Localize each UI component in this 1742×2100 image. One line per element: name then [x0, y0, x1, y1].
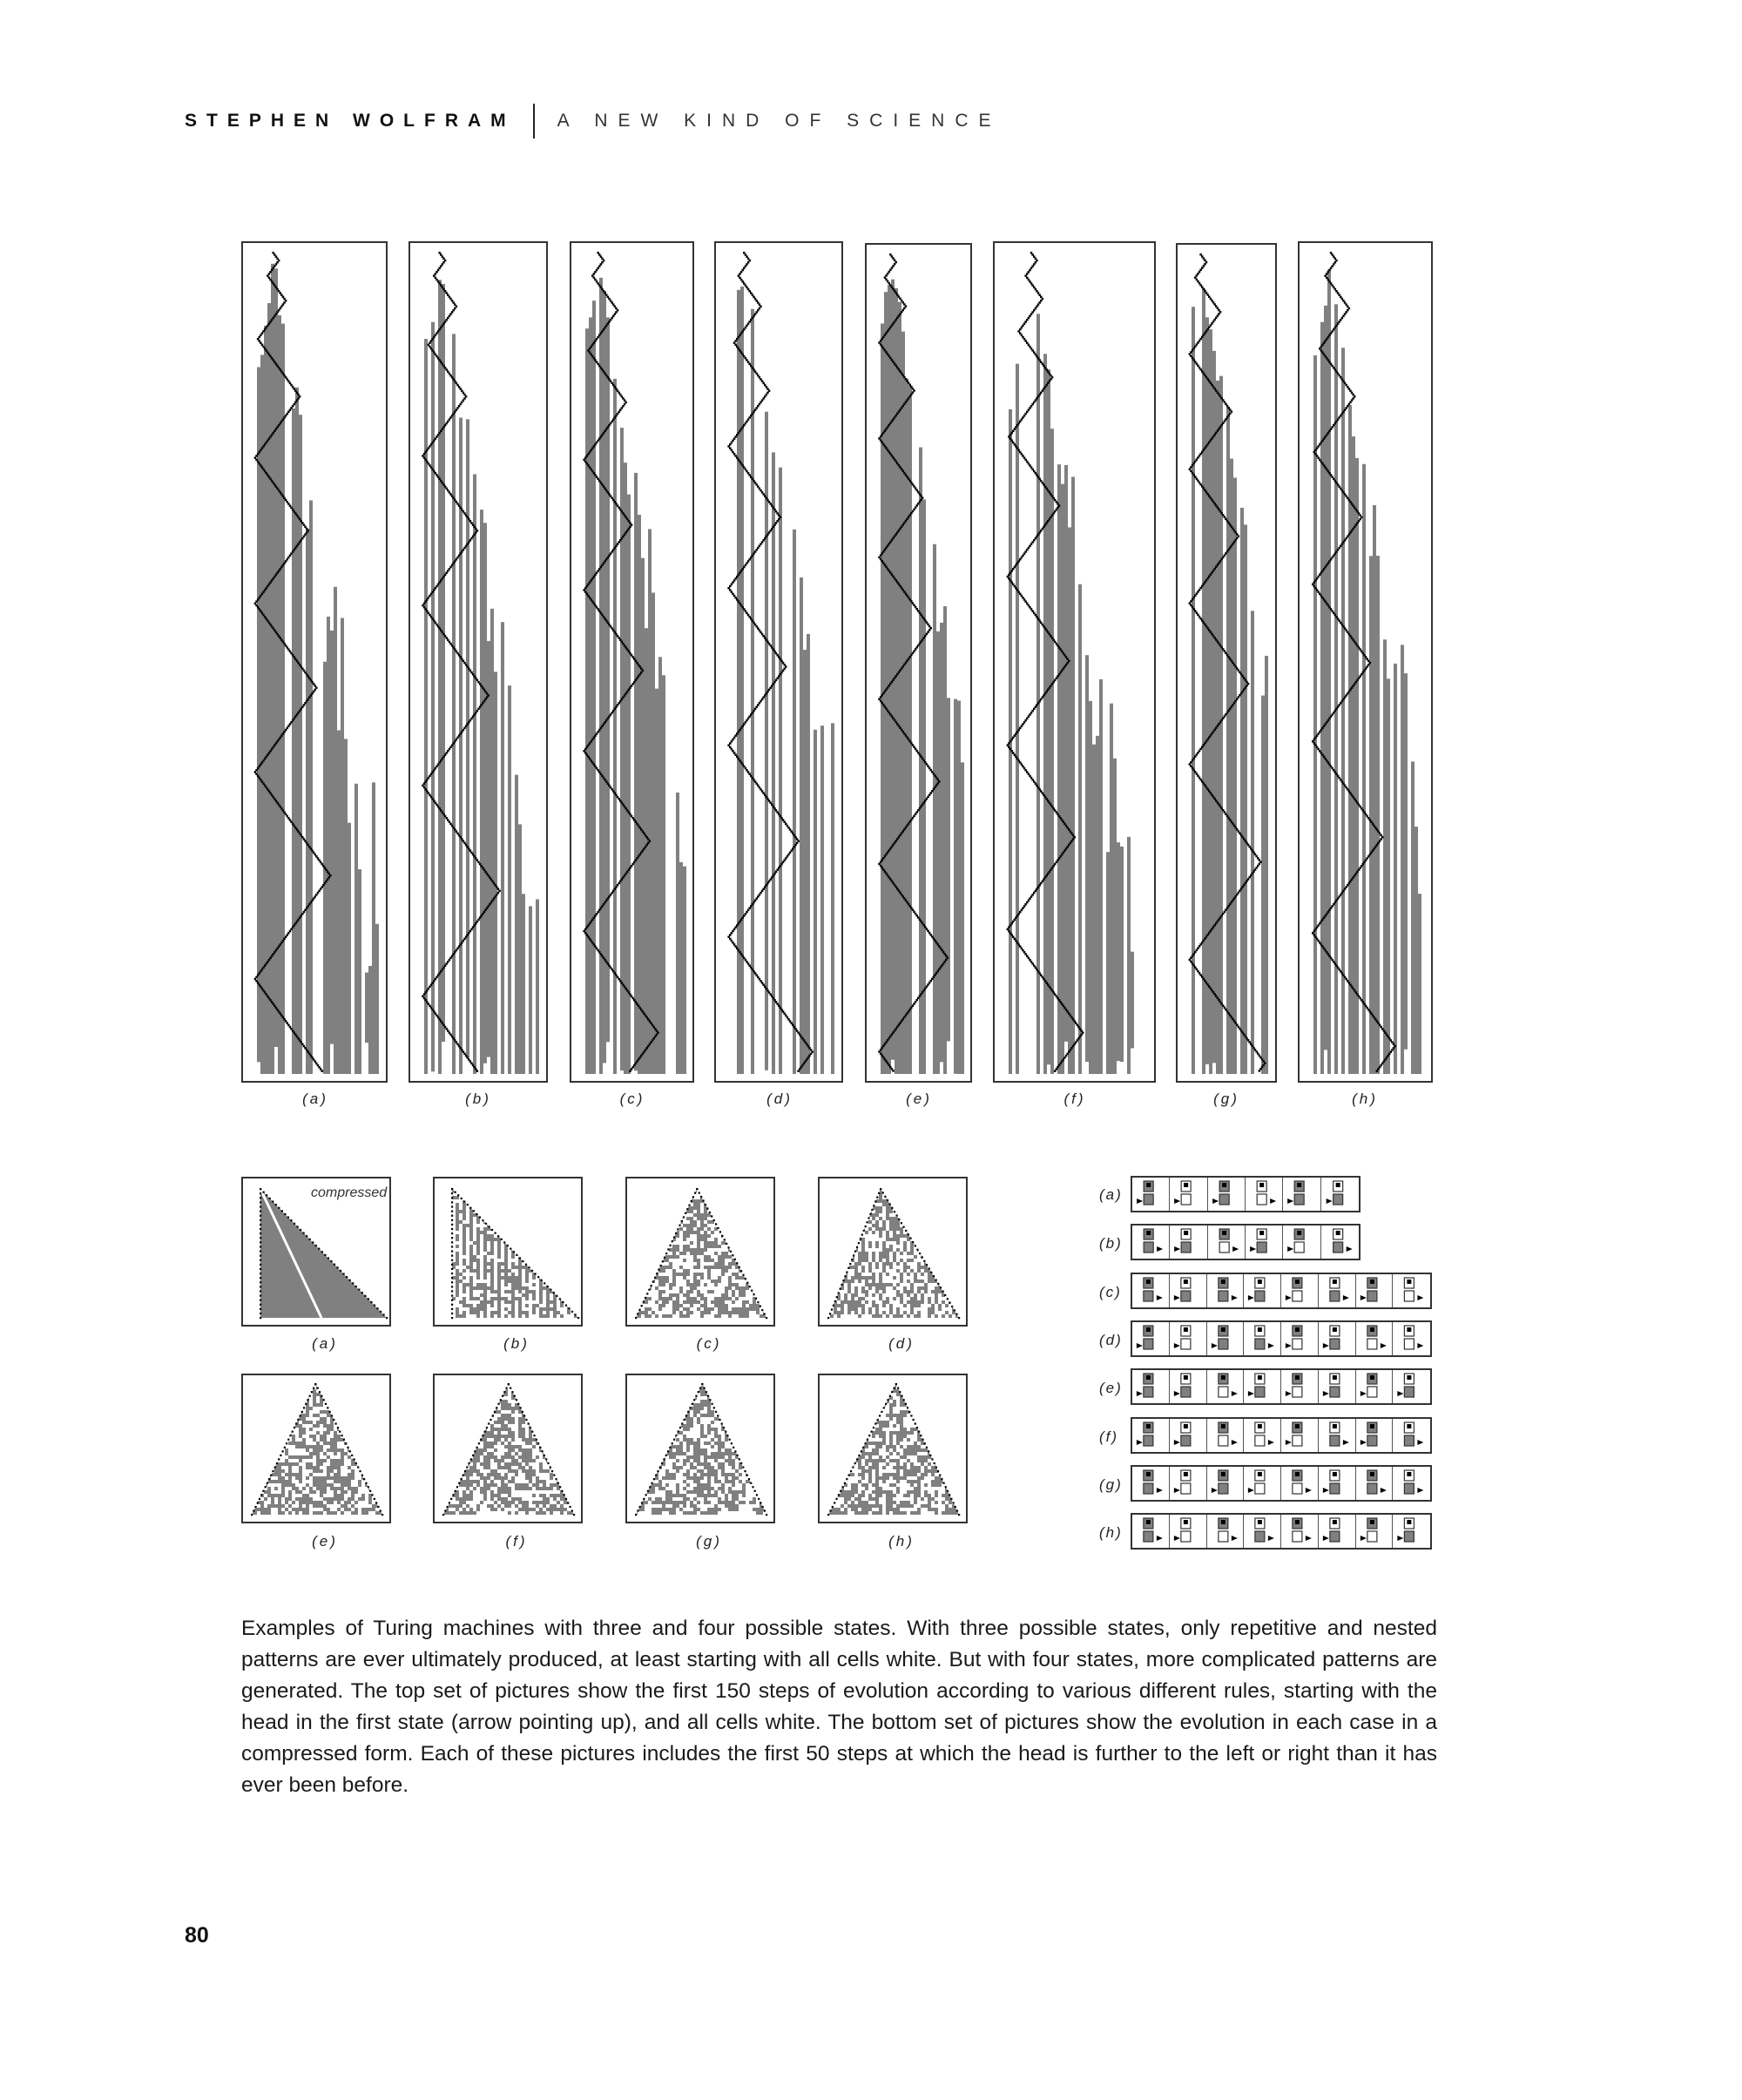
rule-cell	[1132, 1419, 1170, 1452]
rule-cell	[1207, 1467, 1245, 1500]
evolution-pattern	[571, 243, 692, 1081]
rule-cell	[1244, 1370, 1281, 1403]
top-label-c: (c)	[619, 1091, 645, 1107]
compressed-panel-g	[625, 1374, 775, 1523]
rule-cell	[1246, 1226, 1283, 1259]
compressed-pattern	[820, 1375, 966, 1522]
compressed-panel-a	[241, 1177, 391, 1327]
running-head	[185, 102, 1002, 140]
rule-cell	[1170, 1178, 1207, 1211]
running-head-author: STEPHEN WOLFRAM	[185, 111, 516, 131]
rule-label-h: (h)	[1099, 1524, 1123, 1541]
top-label-b: (b)	[465, 1091, 491, 1107]
compressed-panel-d	[818, 1177, 968, 1327]
rule-cell	[1170, 1370, 1207, 1403]
rule-cell	[1321, 1226, 1359, 1259]
rule-cell	[1244, 1419, 1281, 1452]
running-head-divider	[533, 104, 535, 138]
rule-cell	[1132, 1226, 1170, 1259]
rule-cell	[1244, 1274, 1281, 1307]
rule-cell	[1208, 1178, 1246, 1211]
rule-cell	[1393, 1467, 1430, 1500]
compressed-label-f: (f)	[505, 1533, 528, 1550]
compressed-label-d: (d)	[888, 1335, 915, 1352]
evolution-panel-e	[865, 243, 972, 1083]
rule-cell	[1132, 1370, 1170, 1403]
rule-cell	[1132, 1515, 1170, 1548]
rule-cell	[1356, 1467, 1394, 1500]
rule-cell	[1170, 1467, 1207, 1500]
rule-cell	[1356, 1419, 1394, 1452]
rule-box-c	[1131, 1273, 1432, 1309]
evolution-panel-f	[993, 241, 1156, 1083]
rule-cell	[1170, 1226, 1207, 1259]
rule-cell	[1319, 1419, 1356, 1452]
rule-cell	[1283, 1226, 1320, 1259]
running-head-title: A NEW KIND OF SCIENCE	[557, 111, 1002, 131]
rule-cell	[1281, 1370, 1319, 1403]
compressed-note: compressed	[311, 1185, 388, 1200]
evolution-pattern	[995, 243, 1154, 1081]
rule-label-e: (e)	[1099, 1380, 1123, 1396]
rule-cell	[1207, 1515, 1245, 1548]
compressed-pattern	[243, 1375, 389, 1522]
rule-cell	[1207, 1322, 1245, 1355]
top-label-d: (d)	[766, 1091, 793, 1107]
compressed-label-c: (c)	[696, 1335, 722, 1352]
rule-cell	[1281, 1274, 1319, 1307]
compressed-pattern	[627, 1178, 773, 1325]
rule-label-c: (c)	[1099, 1284, 1122, 1300]
evolution-panel-a	[241, 241, 388, 1083]
compressed-pattern	[435, 1178, 581, 1325]
top-label-e: (e)	[906, 1091, 932, 1107]
rule-cell	[1393, 1370, 1430, 1403]
top-label-f: (f)	[1063, 1091, 1086, 1107]
compressed-panel-e	[241, 1374, 391, 1523]
rule-cell	[1132, 1467, 1170, 1500]
evolution-pattern	[867, 245, 970, 1081]
rule-cell	[1393, 1515, 1430, 1548]
rule-cell	[1244, 1322, 1281, 1355]
rule-cell	[1170, 1274, 1207, 1307]
rule-label-f: (f)	[1099, 1428, 1119, 1445]
top-label-a: (a)	[302, 1091, 328, 1107]
rule-cell	[1170, 1515, 1207, 1548]
rule-cell	[1207, 1419, 1245, 1452]
rule-cell	[1244, 1515, 1281, 1548]
rule-cell	[1244, 1467, 1281, 1500]
rule-cell	[1132, 1274, 1170, 1307]
rule-cell	[1393, 1274, 1430, 1307]
rule-label-b: (b)	[1099, 1235, 1123, 1252]
compressed-label-b: (b)	[503, 1335, 530, 1352]
rule-label-a: (a)	[1099, 1186, 1123, 1203]
rule-cell	[1319, 1322, 1356, 1355]
compressed-pattern	[627, 1375, 773, 1522]
compressed-panel-f	[433, 1374, 583, 1523]
page-number: 80	[185, 1923, 209, 1948]
rule-cell	[1393, 1419, 1430, 1452]
compressed-pattern	[820, 1178, 966, 1325]
evolution-panel-c	[570, 241, 694, 1083]
evolution-pattern	[1178, 245, 1275, 1081]
rule-cell	[1356, 1274, 1394, 1307]
compressed-label-g: (g)	[696, 1533, 722, 1550]
rule-cell	[1283, 1178, 1320, 1211]
rule-cell	[1319, 1515, 1356, 1548]
compressed-panel-h	[818, 1374, 968, 1523]
rule-cell	[1132, 1178, 1170, 1211]
rule-cell	[1281, 1419, 1319, 1452]
compressed-panel-b	[433, 1177, 583, 1327]
rule-cell	[1356, 1370, 1394, 1403]
rule-cell	[1207, 1370, 1245, 1403]
evolution-panel-d	[714, 241, 843, 1083]
rule-cell	[1356, 1322, 1394, 1355]
rule-cell	[1170, 1322, 1207, 1355]
compressed-pattern	[435, 1375, 581, 1522]
rule-cell	[1132, 1322, 1170, 1355]
rule-cell	[1319, 1467, 1356, 1500]
rule-cell	[1246, 1178, 1283, 1211]
rule-box-g	[1131, 1465, 1432, 1502]
evolution-pattern	[243, 243, 386, 1081]
compressed-panel-c	[625, 1177, 775, 1327]
rule-cell	[1281, 1322, 1319, 1355]
rule-cell	[1170, 1419, 1207, 1452]
rule-box-a	[1131, 1176, 1361, 1212]
rule-cell	[1319, 1370, 1356, 1403]
rule-cell	[1356, 1515, 1394, 1548]
rule-label-g: (g)	[1099, 1476, 1123, 1493]
evolution-panel-b	[408, 241, 548, 1083]
evolution-pattern	[1300, 243, 1431, 1081]
rule-cell	[1319, 1274, 1356, 1307]
rule-box-e	[1131, 1368, 1432, 1405]
rule-cell	[1393, 1322, 1430, 1355]
rule-box-h	[1131, 1513, 1432, 1550]
rule-cell	[1281, 1515, 1319, 1548]
rule-label-d: (d)	[1099, 1332, 1123, 1348]
evolution-pattern	[716, 243, 841, 1081]
evolution-panel-g	[1176, 243, 1277, 1083]
compressed-label-a: (a)	[312, 1335, 338, 1352]
rule-box-f	[1131, 1417, 1432, 1454]
compressed-label-h: (h)	[888, 1533, 915, 1550]
rule-cell	[1207, 1274, 1245, 1307]
top-label-g: (g)	[1213, 1091, 1239, 1107]
rule-box-b	[1131, 1224, 1361, 1260]
top-label-h: (h)	[1352, 1091, 1378, 1107]
rule-cell	[1281, 1467, 1319, 1500]
evolution-pattern	[410, 243, 546, 1081]
compressed-label-e: (e)	[312, 1533, 338, 1550]
figure-caption: Examples of Turing machines with three and four possible states. With three possible states, only repetitive and nested patterns are ever ultimately produced, at least starting with all cells white. But with four states, more complicated patterns are generated. The top set of pictures show the first 150 steps of evolution according to various different rules, starting with the head in the first state (arrow pointing up), and all cells white. The bottom set of pictures show the evolution in each case in a compressed form. Each of these pictures includes the first 50 steps at which the head is further to the left or right than it has ever been before.	[241, 1617, 1437, 1797]
rule-cell	[1208, 1226, 1246, 1259]
rule-cell	[1321, 1178, 1359, 1211]
evolution-panel-h	[1298, 241, 1433, 1083]
rule-box-d	[1131, 1320, 1432, 1357]
